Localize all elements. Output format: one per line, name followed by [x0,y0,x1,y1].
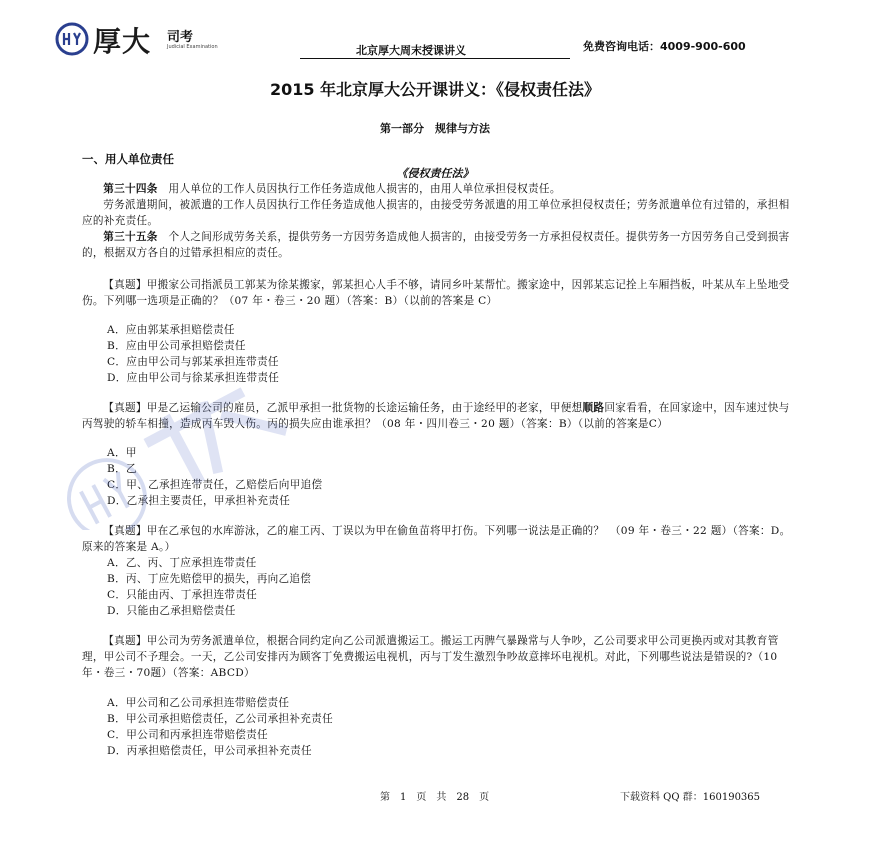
page-number: 第 1 页 共 28 页 [380,792,490,803]
question-4-option-a: A．甲公司和乙公司承担连带赔偿责任 [107,697,290,709]
question-3-option-d: D．只能由乙承担赔偿责任 [107,605,236,617]
article-34-text: 用人单位的工作人员因执行工作任务造成他人损害的，由用人单位承担侵权责任。 [157,183,561,195]
question-2-stem-pre: 【真题】甲是乙运输公司的雇员，乙派甲承担一批货物的长途运输任务，由于途经甲的老家，甲便想 [103,402,583,414]
logo-text: 厚大 [93,25,152,58]
question-2-stem [82,400,792,432]
header-hotline: 免费咨询电话：4009-900-600 [583,40,746,53]
question-3-option-b: B．丙、丁应先赔偿甲的损失，再向乙追偿 [107,573,312,585]
question-2-option-c: C．甲、乙承担连带责任，乙赔偿后向甲追偿 [107,479,323,491]
question-2-option-b: B．乙 [107,463,137,475]
article-34-para2: 劳务派遣期间，被派遣的工作人员因执行工作任务造成他人损害的，由接受劳务派遣的用工单位承担侵权责任；劳务派遣单位有过错的，承担相应的补充责任。 [82,199,790,227]
article-34-label: 第三十四条 [103,183,158,195]
question-4-stem: 【真题】甲公司为劳务派遣单位，根据合同约定向乙公司派遣搬运工。搬运工丙脾气暴躁常与人争吵，乙公司要求甲公司更换丙或对其教育管理，甲公司不予理会。一天，乙公司安排丙为顾客丁免费搬运电视机，丙与丁发生激烈争吵故意摔坏电视机。对此，下列哪些说法是错误的?（10年・卷三・70题）（答案：ABCD） [82,635,779,679]
part-heading: 第一部分 规律与方法 [380,122,490,135]
footer-qq-group: 下载资料 QQ 群：160190365 [620,792,761,803]
question-3-option-a: A．乙、丙、丁应承担连带责任 [107,557,257,569]
page-title: 2015 年北京厚大公开课讲义：《侵权责任法》 [269,80,601,99]
question-2-stem-post: 回家看看，在回家途中，因车速过快与丙驾驶的轿车相撞，造成丙车毁人伤。丙的损失应由谁承担？（08 年・四川卷三・20 题）（答案：B）（以前的答案是C） [82,402,790,430]
question-3-stem: 【真题】甲在乙承包的水库游泳，乙的雇工丙、丁误以为甲在偷鱼苗将甲打伤。下列哪一说法是正确的？ （09 年・卷三・22 题）（答案：D。原来的答案是 A。） [82,525,791,553]
brand-logo [55,22,235,56]
article-35-label: 第三十五条 [103,231,158,243]
article-35-text: 个人之间形成劳务关系，提供劳务一方因劳务造成他人损害的，由接受劳务一方承担侵权责任。提供劳务一方因劳务自己受到损害的，根据双方各自的过错承担相应的责任。 [82,231,790,259]
question-2-option-d: D．乙承担主要责任，甲承担补充责任 [107,495,291,507]
question-2-stem-bold: 顺路 [582,402,605,414]
question-2-option-a: A．甲 [107,447,137,459]
question-1-option-d: D．应由甲公司与徐某承担连带责任 [107,372,280,384]
header-course-name: 北京厚大周末授课讲义 [356,44,466,57]
section-heading: 一、用人单位责任 [82,152,174,166]
question-1-option-c: C．应由甲公司与郭某承担连带责任 [107,356,279,368]
question-4-option-b: B．甲公司承担赔偿责任，乙公司承担补充责任 [107,713,333,725]
question-1-option-b: B．应由甲公司承担赔偿责任 [107,340,246,352]
article-34 [82,181,792,197]
article-35 [82,229,792,261]
question-4-option-c: C．甲公司和丙承担连带赔偿责任 [107,729,268,741]
question-4-option-d: D．丙承担赔偿责任，甲公司承担补充责任 [107,745,312,757]
header-divider [300,58,570,59]
question-1-option-a: A．应由郭某承担赔偿责任 [107,324,235,336]
question-1-stem: 【真题】甲搬家公司指派员工郭某为徐某搬家，郭某担心人手不够，请同乡叶某帮忙。搬家途中，因郭某忘记拴上车厢挡板，叶某从车上坠地受伤。下列哪一选项是正确的？（07 年・卷三・20 题）（答案：B）（以前的答案是 C） [82,279,790,307]
logo-subtitle-en: Judicial Examination [167,44,218,50]
question-3-option-c: C．只能由丙、丁承担连带责任 [107,589,258,601]
logo-mark-icon [55,22,89,56]
law-title: 《侵权责任法》 [396,167,474,180]
logo-subtitle: 司考 [167,30,194,45]
